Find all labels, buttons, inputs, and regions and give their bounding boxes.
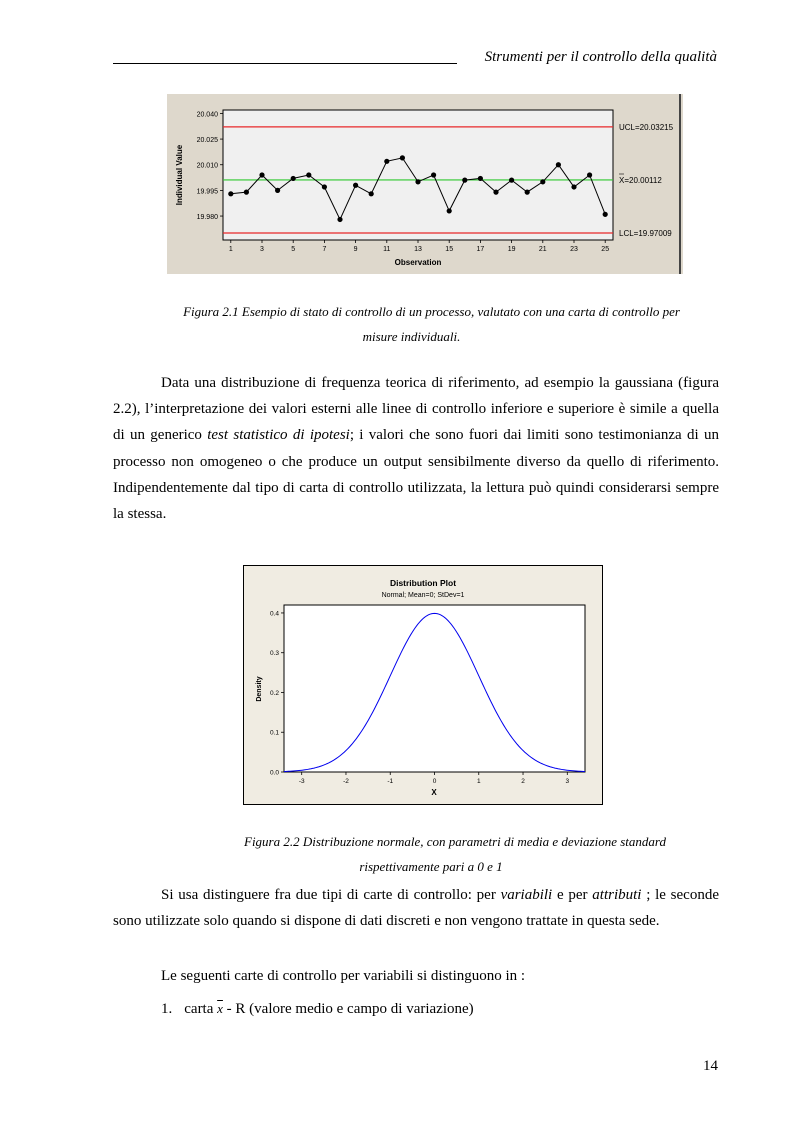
control-chart-data-point xyxy=(259,172,264,177)
distribution-plot-y-tick-label: 0.2 xyxy=(269,689,279,697)
distribution-plot-x-tick-label: 1 xyxy=(476,778,481,785)
control-chart-data-point xyxy=(275,188,280,193)
figure1-caption-line2: misure individuali. xyxy=(362,329,461,344)
control-chart-data-point xyxy=(322,184,327,189)
control-chart xyxy=(167,94,683,274)
paragraph-2-text-a: Si usa distinguere fra due tipi di carte di controllo: per xyxy=(161,887,501,903)
distribution-plot-y-tick-label: 0.3 xyxy=(269,650,279,658)
paragraph-1-emphasis: test statistico di ipotesi xyxy=(207,427,350,444)
paragraph-1 xyxy=(113,370,719,527)
paragraph-1-text-b: ; i valori che sono fuori dai limiti sono testimonianza di un processo non omogeneo o che produce un output sensibilmente diverso da quello di riferimento. Indipendentemente dal tipo di carta di controllo utilizzata, la lettura può quindi considerarsi sempre la stessa. xyxy=(113,427,719,523)
control-chart-data-point xyxy=(493,190,498,195)
control-chart-x-tick-label: 13 xyxy=(414,246,422,253)
control-chart-data-point xyxy=(556,162,561,167)
control-chart-x-tick-label: 1 xyxy=(228,246,233,253)
control-chart-data-point xyxy=(540,179,545,184)
control-chart-x-tick-label: 25 xyxy=(601,246,610,253)
control-chart-x-tick-label: 17 xyxy=(476,246,485,253)
paragraph-2 xyxy=(113,882,719,934)
control-chart-y-tick-label: 19.980 xyxy=(196,214,218,222)
control-chart-y-axis-label: Individual Value xyxy=(175,144,184,206)
distribution-plot-y-tick-label: 0.4 xyxy=(269,610,279,618)
control-chart-center-label: X=20.00112 xyxy=(619,175,662,185)
distribution-plot-x-tick-label: 2 xyxy=(521,778,525,785)
distribution-plot-subtitle: Normal; Mean=0; StDev=1 xyxy=(381,592,465,599)
control-chart-data-point xyxy=(228,191,233,196)
figure1-caption-line1: Figura 2.1 Esempio di stato di controllo di un processo, valutato con una carta di controllo per xyxy=(183,304,680,319)
control-chart-x-tick-label: 23 xyxy=(570,246,578,253)
control-chart-x-tick-label: 21 xyxy=(538,246,547,253)
control-chart-data-point xyxy=(337,217,342,222)
distribution-plot-x-tick-label: -1 xyxy=(387,778,394,785)
control-chart-x-tick-label: 19 xyxy=(507,246,516,253)
distribution-plot-y-axis-label: Density xyxy=(256,676,263,702)
distribution-plot xyxy=(243,565,603,805)
page-number: 14 xyxy=(703,1058,718,1074)
running-header: Strumenti per il controllo della qualità xyxy=(484,49,717,65)
paragraph-3: Le seguenti carte di controllo per variabili si distinguono in : xyxy=(161,968,526,984)
control-chart-data-point xyxy=(462,178,467,183)
control-chart-x-tick-label: 3 xyxy=(260,246,264,253)
control-chart-data-point xyxy=(400,155,405,160)
list-item-1-suffix: - R (valore medio e campo di variazione) xyxy=(222,1001,474,1017)
control-chart-data-point xyxy=(291,176,296,181)
control-chart-data-point xyxy=(431,172,436,177)
control-chart-data-point xyxy=(415,179,420,184)
paragraph-2-text-c: ; le seconde sono utilizzate solo quando si dispone di dati discreti e non vengono trattate in questa sede. xyxy=(113,887,719,930)
control-chart-plot-area xyxy=(223,110,613,240)
control-chart-data-point xyxy=(353,183,358,188)
distribution-plot-y-tick-label: 0.1 xyxy=(269,729,279,737)
paragraph-2-emphasis-1: variabili xyxy=(500,887,553,903)
control-chart-data-point xyxy=(447,208,452,213)
paragraph-2-text-b: e per xyxy=(552,887,593,903)
control-chart-x-tick-label: 5 xyxy=(291,246,296,253)
control-chart-y-tick-label: 20.040 xyxy=(196,111,218,119)
distribution-plot-x-tick-label: 3 xyxy=(565,778,570,785)
control-chart-data-point xyxy=(571,184,576,189)
distribution-plot-x-tick-label: -3 xyxy=(298,778,305,785)
list-item-1 xyxy=(161,1001,474,1018)
control-chart-data-point xyxy=(478,176,483,181)
header-rule xyxy=(113,63,457,64)
control-chart-ucl-label: UCL=20.03215 xyxy=(619,122,674,132)
list-item-1-prefix: carta xyxy=(184,1001,214,1017)
distribution-plot-x-axis-label: X xyxy=(431,788,437,797)
control-chart-y-tick-label: 19.995 xyxy=(196,188,218,196)
list-item-1-xbar-symbol: $\overline{x}$ xyxy=(217,1001,223,1016)
control-chart-data-point xyxy=(244,190,249,195)
control-chart-data-point xyxy=(306,172,311,177)
control-chart-data-point xyxy=(509,178,514,183)
distribution-plot-x-tick-label: 0 xyxy=(432,778,437,785)
control-chart-data-point xyxy=(369,191,374,196)
control-chart-data-point xyxy=(603,212,608,217)
control-chart-x-axis-label: Observation xyxy=(394,258,442,267)
control-chart-lcl-label: LCL=19.97009 xyxy=(619,229,672,239)
control-chart-x-tick-label: 11 xyxy=(383,246,391,253)
figure2-caption-line2: rispettivamente pari a 0 e 1 xyxy=(359,859,503,874)
distribution-plot-title: Distribution Plot xyxy=(389,578,457,588)
control-chart-data-point xyxy=(587,172,592,177)
distribution-plot-y-tick-label: 0.0 xyxy=(269,769,279,777)
distribution-plot-area xyxy=(284,605,585,772)
control-chart-x-tick-label: 7 xyxy=(322,246,327,253)
control-chart-x-tick-label: 9 xyxy=(353,246,358,253)
control-chart-y-tick-label: 20.025 xyxy=(196,137,218,145)
control-chart-x-tick-label: 15 xyxy=(445,246,454,253)
control-chart-y-tick-label: 20.010 xyxy=(196,162,218,170)
figure2-caption-line1: Figura 2.2 Distribuzione normale, con parametri di media e deviazione standard xyxy=(244,834,666,849)
paragraph-1-text-a: Data una distribuzione di frequenza teorica di riferimento, ad esempio la gaussiana (figura 2.2), l’interpretazione dei valori esterni alle linee di controllo inferiore e superiore è simile a quella di un generico xyxy=(113,375,719,444)
control-chart-data-point xyxy=(384,159,389,164)
paragraph-2-emphasis-2: attributi xyxy=(592,887,642,903)
distribution-plot-x-tick-label: -2 xyxy=(343,778,349,785)
control-chart-data-point xyxy=(525,190,530,195)
list-item-1-number: 1. xyxy=(161,1001,173,1017)
